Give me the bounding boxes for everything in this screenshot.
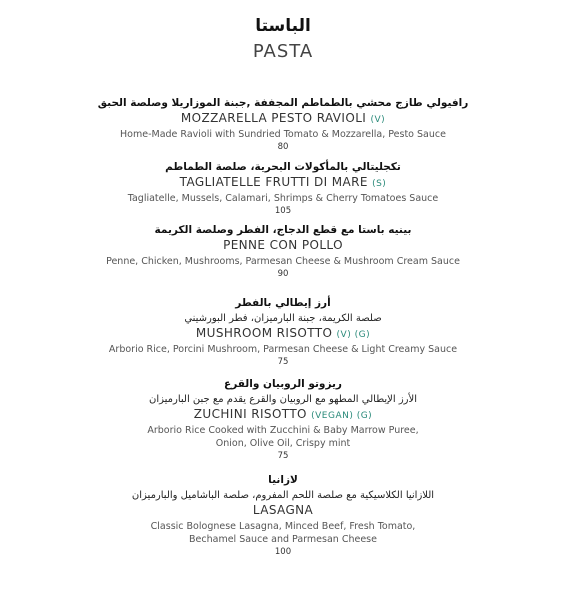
item-price: 80: [277, 142, 289, 152]
item-name: [0, 175, 566, 192]
section-title: PASTA: [252, 41, 314, 62]
dietary-tags: (V): [370, 115, 386, 125]
item-name: [0, 326, 566, 343]
item-price: 105: [274, 206, 292, 216]
item-name-arabic: ريزوتو الروبيان والقرع: [224, 378, 342, 390]
item-description-arabic: الأرز الإيطالي المطهو مع الروبيان والقرع يقدم مع جبن البارميزان: [149, 394, 417, 405]
item-title: MOZZARELLA PESTO RAVIOLI: [180, 111, 367, 125]
item-name-arabic: أرز إيطالي بالفطر: [235, 297, 331, 309]
item-name-arabic: بينيه باستا مع قطع الدجاج، الفطر وصلصة الكريمة: [154, 224, 412, 236]
item-description: Tagliatelle, Mussels, Calamari, Shrimps & Cherry Tomatoes Sauce: [127, 193, 439, 204]
item-description: Classic Bolognese Lasagna, Minced Beef, Fresh Tomato,: [150, 521, 416, 532]
item-title: ZUCHINI RISOTTO: [193, 407, 307, 421]
item-title: TAGLIATELLE FRUTTI DI MARE: [179, 175, 368, 189]
item-description: Arborio Rice Cooked with Zucchini & Baby Marrow Puree,: [147, 425, 419, 436]
item-name-arabic: لازانيا: [268, 474, 298, 486]
item-description: Home-Made Ravioli with Sundried Tomato & Mozzarella, Pesto Sauce: [120, 129, 446, 140]
item-title: PENNE CON POLLO: [223, 238, 343, 252]
item-name-arabic: تكجليتالي بالمأكولات البحرية، صلصة الطماطم: [165, 161, 401, 173]
item-description-arabic: اللازانيا الكلاسيكية مع صلصة اللحم المفروم، صلصة الباشاميل والبارميزان: [131, 490, 435, 501]
item-description: Arborio Rice, Porcini Mushroom, Parmesan Cheese & Light Creamy Sauce: [108, 344, 458, 355]
menu-item: [0, 377, 566, 462]
section-header: [0, 16, 566, 64]
item-name: [0, 503, 566, 520]
item-name: [0, 111, 566, 128]
item-name-arabic: رافيولي طازج محشي بالطماطم المجففة ,جبنة الموزاريلا وصلصة الحبق: [97, 97, 469, 109]
dietary-tags: (V) (G): [336, 330, 371, 340]
item-description-line-2: Bechamel Sauce and Parmesan Cheese: [189, 534, 377, 545]
item-title: LASAGNA: [252, 503, 314, 517]
item-description-arabic: صلصة الكريمة، جبنة البارميزان، فطر البورشيني: [184, 313, 382, 324]
item-price: 100: [274, 547, 292, 557]
menu-item: [0, 473, 566, 558]
item-name: [0, 238, 566, 255]
item-price: 90: [277, 269, 289, 279]
dietary-tags: (S): [372, 179, 387, 189]
menu-item: [0, 160, 566, 217]
menu-item: [0, 96, 566, 153]
section-title-arabic: الباستا: [255, 16, 311, 36]
item-description: Penne, Chicken, Mushrooms, Parmesan Cheese & Mushroom Cream Sauce: [106, 256, 460, 267]
menu-item: [0, 223, 566, 280]
item-name: [0, 407, 566, 424]
item-description-line-2: Onion, Olive Oil, Crispy mint: [215, 438, 351, 449]
dietary-tags: (VEGAN) (G): [311, 411, 373, 421]
item-price: 75: [277, 357, 289, 367]
item-title: MUSHROOM RISOTTO: [195, 326, 333, 340]
item-price: 75: [277, 451, 289, 461]
menu-item: [0, 296, 566, 368]
